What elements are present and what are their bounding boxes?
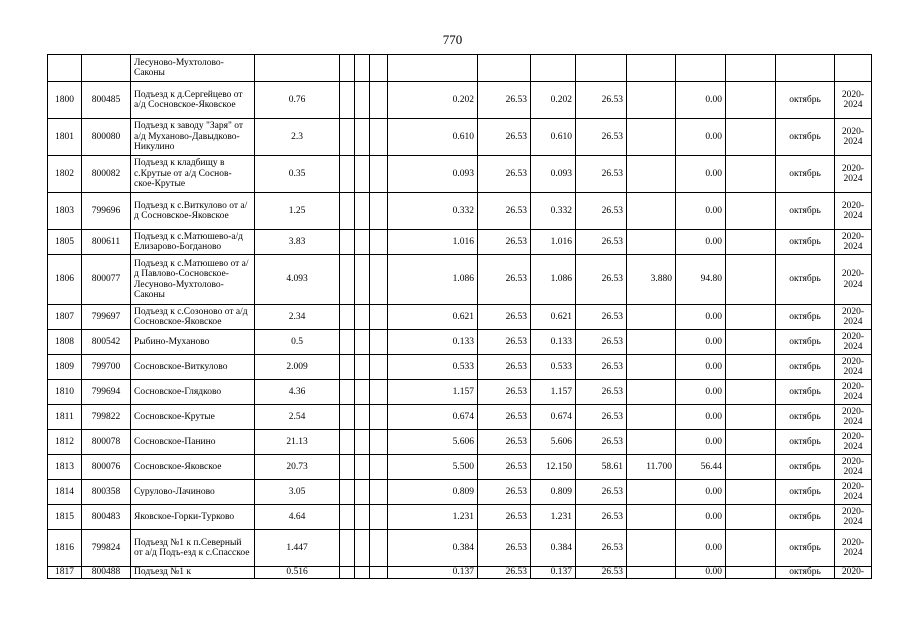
value-1: 0.674 xyxy=(388,405,478,430)
value-6: 0.00 xyxy=(676,355,726,380)
value-4: 26.53 xyxy=(576,567,627,579)
value-2: 26.53 xyxy=(478,380,531,405)
row-number: 1817 xyxy=(48,567,82,579)
value-3: 0.133 xyxy=(531,330,576,355)
value-4: 58.61 xyxy=(576,455,627,480)
years: 2020-2024 xyxy=(835,380,872,405)
row-number: 1801 xyxy=(48,119,82,156)
value-6: 0.00 xyxy=(676,119,726,156)
road-name: Сосновское-Глядково xyxy=(131,380,255,405)
empty-cell xyxy=(355,230,370,255)
road-name: Сосновское-Виткулово xyxy=(131,355,255,380)
month: октябрь xyxy=(776,355,835,380)
value-3: 0.202 xyxy=(531,82,576,119)
row-code: 800542 xyxy=(82,330,131,355)
row-number: 1812 xyxy=(48,430,82,455)
value-4: 26.53 xyxy=(576,305,627,330)
value-2: 26.53 xyxy=(478,455,531,480)
value-5 xyxy=(627,380,676,405)
value-3: 1.016 xyxy=(531,230,576,255)
table-row xyxy=(48,430,872,455)
empty-cell xyxy=(370,193,388,230)
empty-cell xyxy=(726,530,776,567)
empty-cell xyxy=(340,156,355,193)
row-number: 1811 xyxy=(48,405,82,430)
table-row xyxy=(48,230,872,255)
row-number: 1803 xyxy=(48,193,82,230)
empty-cell xyxy=(726,82,776,119)
empty-cell xyxy=(355,567,370,579)
month: октябрь xyxy=(776,405,835,430)
value-6: 0.00 xyxy=(676,430,726,455)
empty-cell xyxy=(355,330,370,355)
road-length: 21.13 xyxy=(255,430,340,455)
value-3: 0.610 xyxy=(531,119,576,156)
empty-cell xyxy=(370,480,388,505)
empty-cell xyxy=(370,330,388,355)
road-length: 3.83 xyxy=(255,230,340,255)
row-number: 1800 xyxy=(48,82,82,119)
value-2: 26.53 xyxy=(478,330,531,355)
road-length: 1.25 xyxy=(255,193,340,230)
empty-cell xyxy=(370,305,388,330)
row-code: 800080 xyxy=(82,119,131,156)
value-1: 0.332 xyxy=(388,193,478,230)
road-length: 0.5 xyxy=(255,330,340,355)
value-4: 26.53 xyxy=(576,530,627,567)
value-3: 0.137 xyxy=(531,567,576,579)
empty-cell xyxy=(370,405,388,430)
empty-cell xyxy=(370,530,388,567)
value-3: 5.606 xyxy=(531,430,576,455)
value-1: 5.606 xyxy=(388,430,478,455)
empty-cell xyxy=(370,230,388,255)
value-5: 11.700 xyxy=(627,455,676,480)
empty-cell xyxy=(340,480,355,505)
years: 2020-2024 xyxy=(835,480,872,505)
value-4: 26.53 xyxy=(576,380,627,405)
empty-cell xyxy=(726,193,776,230)
empty-cell xyxy=(726,230,776,255)
table-row xyxy=(48,567,872,579)
month: октябрь xyxy=(776,82,835,119)
empty-cell xyxy=(726,380,776,405)
table-row xyxy=(48,480,872,505)
value-2: 26.53 xyxy=(478,255,531,305)
row-code: 799822 xyxy=(82,405,131,430)
value-4: 26.53 xyxy=(576,430,627,455)
road-name: Подъезд к с.Матюшево от а/д Павлово-Сосновское-Лесуново-Мухтолово-Саконы xyxy=(131,255,255,305)
value-1: 0.809 xyxy=(388,480,478,505)
road-name: Подъезд №1 к п.Северный от а/д Подъ-езд к с.Спасское xyxy=(131,530,255,567)
road-works-table xyxy=(47,54,872,579)
value-4: 26.53 xyxy=(576,156,627,193)
value-5 xyxy=(627,82,676,119)
value-5 xyxy=(627,193,676,230)
road-name: Яковское-Горки-Турково xyxy=(131,505,255,530)
years: 2020-2024 xyxy=(835,505,872,530)
row-number: 1809 xyxy=(48,355,82,380)
value-6: 0.00 xyxy=(676,305,726,330)
value-3: 0.621 xyxy=(531,305,576,330)
row-code: 799697 xyxy=(82,305,131,330)
table-row xyxy=(48,330,872,355)
road-name: Сосновское-Яковское xyxy=(131,455,255,480)
month: октябрь xyxy=(776,480,835,505)
value-6: 56.44 xyxy=(676,455,726,480)
row-number: 1813 xyxy=(48,455,82,480)
value-1: 1.016 xyxy=(388,230,478,255)
value-4: 26.53 xyxy=(576,82,627,119)
road-length: 1.447 xyxy=(255,530,340,567)
value-1: 1.157 xyxy=(388,380,478,405)
empty-cell xyxy=(370,455,388,480)
row-code: 800488 xyxy=(82,567,131,579)
value-1: 1.086 xyxy=(388,255,478,305)
value-1: 1.231 xyxy=(388,505,478,530)
empty-cell xyxy=(355,480,370,505)
value-6: 0.00 xyxy=(676,530,726,567)
empty-cell xyxy=(355,380,370,405)
value-2: 26.53 xyxy=(478,405,531,430)
empty-cell xyxy=(726,156,776,193)
years: 2020-2024 xyxy=(835,455,872,480)
value-2: 26.53 xyxy=(478,193,531,230)
value-4: 26.53 xyxy=(576,330,627,355)
value-5 xyxy=(627,230,676,255)
value-6: 0.00 xyxy=(676,505,726,530)
row-number: 1805 xyxy=(48,230,82,255)
table-row xyxy=(48,455,872,480)
value-6: 0.00 xyxy=(676,230,726,255)
row-number: 1810 xyxy=(48,380,82,405)
road-name: Подъезд к с.Матюшево-а/д Елизарово-Богданово xyxy=(131,230,255,255)
month: октябрь xyxy=(776,330,835,355)
road-name: Сосновское-Панино xyxy=(131,430,255,455)
value-2: 26.53 xyxy=(478,480,531,505)
value-6: 0.00 xyxy=(676,193,726,230)
value-2: 26.53 xyxy=(478,430,531,455)
value-3: 0.533 xyxy=(531,355,576,380)
empty-cell xyxy=(340,380,355,405)
table-row xyxy=(48,156,872,193)
empty-cell xyxy=(340,330,355,355)
empty-cell xyxy=(340,82,355,119)
row-code: 799824 xyxy=(82,530,131,567)
value-3: 0.384 xyxy=(531,530,576,567)
empty-cell xyxy=(340,305,355,330)
value-5 xyxy=(627,355,676,380)
empty-cell xyxy=(340,430,355,455)
value-5 xyxy=(627,156,676,193)
empty-cell xyxy=(726,480,776,505)
value-2: 26.53 xyxy=(478,567,531,579)
road-length: 2.54 xyxy=(255,405,340,430)
value-5 xyxy=(627,330,676,355)
value-2: 26.53 xyxy=(478,305,531,330)
road-length: 2.009 xyxy=(255,355,340,380)
empty-cell xyxy=(370,119,388,156)
value-3: 0.093 xyxy=(531,156,576,193)
row-code: 799694 xyxy=(82,380,131,405)
years: 2020-2024 xyxy=(835,119,872,156)
table-row xyxy=(48,119,872,156)
empty-cell xyxy=(355,430,370,455)
row-code: 800076 xyxy=(82,455,131,480)
value-6: 0.00 xyxy=(676,567,726,579)
value-2: 26.53 xyxy=(478,355,531,380)
value-6: 0.00 xyxy=(676,156,726,193)
month: октябрь xyxy=(776,156,835,193)
table-row xyxy=(48,255,872,305)
row-code: 799696 xyxy=(82,193,131,230)
empty-cell xyxy=(726,505,776,530)
month: октябрь xyxy=(776,505,835,530)
value-3: 0.809 xyxy=(531,480,576,505)
empty-cell xyxy=(355,530,370,567)
empty-cell xyxy=(340,455,355,480)
empty-cell xyxy=(340,255,355,305)
value-2: 26.53 xyxy=(478,230,531,255)
month: октябрь xyxy=(776,255,835,305)
road-name: Сурулово-Лачиново xyxy=(131,480,255,505)
table-row xyxy=(48,82,872,119)
road-length: 0.35 xyxy=(255,156,340,193)
years: 2020-2024 xyxy=(835,156,872,193)
value-3: 0.674 xyxy=(531,405,576,430)
value-3: 0.332 xyxy=(531,193,576,230)
month: октябрь xyxy=(776,230,835,255)
empty-cell xyxy=(355,305,370,330)
value-5 xyxy=(627,480,676,505)
empty-cell xyxy=(340,119,355,156)
years: 2020-2024 xyxy=(835,355,872,380)
table-row xyxy=(48,305,872,330)
value-1: 0.533 xyxy=(388,355,478,380)
value-1: 0.610 xyxy=(388,119,478,156)
empty-cell xyxy=(370,567,388,579)
road-name: Подъезд к с.Созоново от а/д Сосновское-Яковское xyxy=(131,305,255,330)
value-5 xyxy=(627,567,676,579)
month: октябрь xyxy=(776,455,835,480)
value-4: 26.53 xyxy=(576,405,627,430)
value-1: 0.137 xyxy=(388,567,478,579)
empty-cell xyxy=(370,505,388,530)
value-5 xyxy=(627,505,676,530)
empty-cell xyxy=(340,405,355,430)
road-length: 0.516 xyxy=(255,567,340,579)
years: 2020-2024 xyxy=(835,255,872,305)
row-number: 1814 xyxy=(48,480,82,505)
empty-cell xyxy=(370,255,388,305)
empty-cell xyxy=(355,119,370,156)
empty-cell xyxy=(726,405,776,430)
empty-cell xyxy=(355,193,370,230)
month: октябрь xyxy=(776,380,835,405)
month: октябрь xyxy=(776,430,835,455)
value-4: 26.53 xyxy=(576,193,627,230)
value-1: 0.384 xyxy=(388,530,478,567)
page-number: 770 xyxy=(442,32,463,47)
road-name: Рыбино-Муханово xyxy=(131,330,255,355)
row-code: 800077 xyxy=(82,255,131,305)
road-length: 4.64 xyxy=(255,505,340,530)
value-4: 26.53 xyxy=(576,255,627,305)
years: 2020-2024 xyxy=(835,530,872,567)
value-3: 1.086 xyxy=(531,255,576,305)
value-1: 0.093 xyxy=(388,156,478,193)
row-code: 800483 xyxy=(82,505,131,530)
row-number: 1802 xyxy=(48,156,82,193)
empty-cell xyxy=(340,505,355,530)
empty-cell xyxy=(340,355,355,380)
row-number: 1808 xyxy=(48,330,82,355)
road-length: 4.36 xyxy=(255,380,340,405)
value-1: 0.621 xyxy=(388,305,478,330)
empty-cell xyxy=(355,255,370,305)
road-length: 2.34 xyxy=(255,305,340,330)
month: октябрь xyxy=(776,305,835,330)
empty-cell xyxy=(726,255,776,305)
month: октябрь xyxy=(776,530,835,567)
road-name: Подъезд №1 к xyxy=(131,567,255,579)
table-row xyxy=(48,355,872,380)
table-row xyxy=(48,530,872,567)
years: 2020-2024 xyxy=(835,405,872,430)
empty-cell xyxy=(340,567,355,579)
empty-cell xyxy=(340,230,355,255)
empty-cell xyxy=(340,193,355,230)
road-name: Сосновское-Крутые xyxy=(131,405,255,430)
value-4: 26.53 xyxy=(576,480,627,505)
empty-cell xyxy=(370,430,388,455)
road-length: 3.05 xyxy=(255,480,340,505)
road-name: Подъезд к заводу "Заря" от а/д Муханово-Давыдково-Никулино xyxy=(131,119,255,156)
month: октябрь xyxy=(776,567,835,579)
value-3: 1.231 xyxy=(531,505,576,530)
empty-cell xyxy=(355,355,370,380)
years: 2020-2024 xyxy=(835,82,872,119)
empty-cell xyxy=(726,330,776,355)
value-2: 26.53 xyxy=(478,82,531,119)
value-5 xyxy=(627,119,676,156)
empty-cell xyxy=(355,156,370,193)
table-row xyxy=(48,380,872,405)
empty-cell xyxy=(370,82,388,119)
value-1: 5.500 xyxy=(388,455,478,480)
value-1: 0.133 xyxy=(388,330,478,355)
month: октябрь xyxy=(776,193,835,230)
table-row xyxy=(48,505,872,530)
empty-cell xyxy=(355,455,370,480)
empty-cell xyxy=(370,156,388,193)
road-length: 0.76 xyxy=(255,82,340,119)
value-4: 26.53 xyxy=(576,355,627,380)
table-row xyxy=(48,405,872,430)
row-code: 800485 xyxy=(82,82,131,119)
empty-cell xyxy=(726,430,776,455)
row-number: 1815 xyxy=(48,505,82,530)
road-length: 4.093 xyxy=(255,255,340,305)
table-row xyxy=(48,193,872,230)
value-2: 26.53 xyxy=(478,530,531,567)
value-3: 1.157 xyxy=(531,380,576,405)
empty-cell xyxy=(340,530,355,567)
value-3: 12.150 xyxy=(531,455,576,480)
value-6: 0.00 xyxy=(676,405,726,430)
value-2: 26.53 xyxy=(478,119,531,156)
value-4: 26.53 xyxy=(576,230,627,255)
row-number: 1816 xyxy=(48,530,82,567)
value-6: 0.00 xyxy=(676,330,726,355)
value-6: 94.80 xyxy=(676,255,726,305)
road-name: Подъезд к с.Виткулово от а/д Сосновское-Яковское xyxy=(131,193,255,230)
road-length: 20.73 xyxy=(255,455,340,480)
value-5 xyxy=(627,530,676,567)
years: 2020-2024 xyxy=(835,430,872,455)
row-code: 799700 xyxy=(82,355,131,380)
month: октябрь xyxy=(776,119,835,156)
empty-cell xyxy=(370,355,388,380)
empty-cell xyxy=(726,567,776,579)
row-code: 800082 xyxy=(82,156,131,193)
road-name: Подъезд к д.Сергейцево от а/д Сосновское-Яковское xyxy=(131,82,255,119)
years: 2020-2024 xyxy=(835,230,872,255)
row-code: 800078 xyxy=(82,430,131,455)
years: 2020- xyxy=(835,567,872,579)
value-5 xyxy=(627,305,676,330)
continued-row xyxy=(48,55,872,82)
empty-cell xyxy=(726,119,776,156)
row-number: 1806 xyxy=(48,255,82,305)
row-number: 1807 xyxy=(48,305,82,330)
empty-cell xyxy=(726,305,776,330)
years: 2020-2024 xyxy=(835,193,872,230)
value-5 xyxy=(627,430,676,455)
empty-cell xyxy=(355,405,370,430)
value-2: 26.53 xyxy=(478,156,531,193)
empty-cell xyxy=(726,355,776,380)
road-name: Подъезд к кладбищу в с.Крутые от а/д Соснов-ское-Крутые xyxy=(131,156,255,193)
empty-cell xyxy=(370,380,388,405)
empty-cell xyxy=(355,82,370,119)
road-length: 2.3 xyxy=(255,119,340,156)
value-6: 0.00 xyxy=(676,380,726,405)
value-5 xyxy=(627,405,676,430)
row-code: 800611 xyxy=(82,230,131,255)
value-6: 0.00 xyxy=(676,82,726,119)
value-1: 0.202 xyxy=(388,82,478,119)
value-6: 0.00 xyxy=(676,480,726,505)
empty-cell xyxy=(726,455,776,480)
value-4: 26.53 xyxy=(576,505,627,530)
empty-cell xyxy=(355,505,370,530)
value-2: 26.53 xyxy=(478,505,531,530)
row-code: 800358 xyxy=(82,480,131,505)
continued-road-name: Лесуново-Мухтолово-Саконы xyxy=(131,55,255,82)
years: 2020-2024 xyxy=(835,330,872,355)
years: 2020-2024 xyxy=(835,305,872,330)
value-5: 3.880 xyxy=(627,255,676,305)
value-4: 26.53 xyxy=(576,119,627,156)
